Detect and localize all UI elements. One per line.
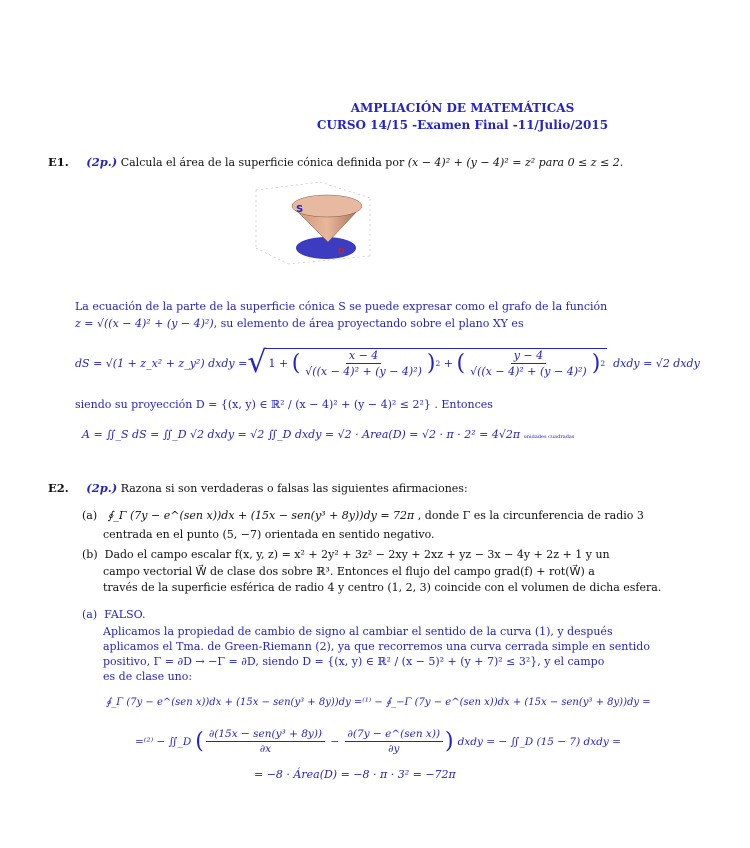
ds-rhs-end: dxdy = √2 dxdy: [613, 356, 700, 370]
e1-statement-line: [48, 155, 623, 169]
big-root-symbol: √: [247, 345, 267, 380]
e1-points: (2p.): [86, 155, 118, 169]
e2-eq3: = −8 · Área(D) = −8 · π · 3² = −72π: [254, 768, 456, 781]
e1-projection-line: siendo su proyección D = {(x, y) ∈ ℝ² / (x − 4)² + (y − 4)² ≤ 2²} . Entonces: [75, 398, 493, 411]
e2-item-a-line2: centrada en el punto (5, −7) orientada en sentido negativo.: [103, 528, 435, 541]
e2-sol-verdict-line: (a) FALSO.: [82, 608, 146, 621]
e1-equation: (x − 4)² + (y − 4)² = z² para 0 ≤ z ≤ 2.: [407, 156, 624, 169]
e2-statement: Razona si son verdaderas o falsas las siguientes afirmaciones:: [120, 482, 468, 495]
e2-item-a-line1: (a) ∮_Γ (7y − e^(sen x))dx + (15x − sen(y³ + 8y))dy = 72π , donde Γ es la circunferencia de radio 3: [82, 509, 644, 522]
cone-figure-svg: [248, 178, 378, 268]
e2-eq2: =⁽²⁾ − ∬_D ( $\frac{\text{∂(15x − sen(y³ + 8y))}}{\partial x}$ − $\frac{\text{∂(7y − e\textasciicircum{}(sen x))}}{\partial y}$ ) dxdy = − ∬_D (15 − 7) dxdy =: [135, 728, 621, 755]
ds-lhs: dS = √(1 + z_x² + z_y²) dxdy =: [75, 356, 248, 370]
e2-sol-p4: es de clase uno:: [103, 670, 193, 683]
e1-statement: Calcula el área de la superficie cónica definida por: [120, 156, 405, 169]
e1-sol-line1: La ecuación de la parte de la superficie cónica S se puede expresar como el grafo de la función: [75, 300, 608, 313]
e2-statement-line: [48, 481, 468, 495]
e2-points: (2p.): [86, 481, 118, 495]
e1-area-line: A = ∬_S dS = ∬_D √2 dxdy = √2 ∬_D dxdy = √2 · Area(D) = √2 · π · 2² = 4√2π unidades cuadradas: [82, 428, 575, 441]
cone-figure: [248, 178, 378, 268]
e2-label: E2.: [48, 481, 69, 495]
e2-a-integral: ∮_Γ (7y − e^(sen x))dx + (15x − sen(y³ + 8y))dy = 72π: [107, 509, 415, 522]
label-S: S: [296, 204, 304, 215]
e2-sol-p2: aplicamos el Tma. de Green-Riemann (2), ya que recorremos una curva cerrada simple en sentido: [103, 640, 650, 653]
units-label: unidades cuadradas: [523, 434, 575, 440]
ds-formula: [75, 342, 700, 384]
e2-sol-verdict: FALSO.: [104, 608, 146, 621]
e1-label: E1.: [48, 155, 69, 169]
e2-sol-p1: Aplicamos la propiedad de cambio de signo al cambiar el sentido de la curva (1), y después: [103, 625, 613, 638]
e1-sol-line2: z = √((x − 4)² + (y − 4)²), su elemento de área proyectando sobre el plano XY es: [75, 317, 524, 330]
e2-item-b-line1: (b) Dado el campo escalar f(x, y, z) = x² + 2y² + 3z² − 2xy + 2xz + yz − 3x − 4y + 2z + 1 y un: [82, 548, 610, 561]
e2-sol-p3: positivo, Γ = ∂D → −Γ = ∂D, siendo D = {(x, y) ∈ ℝ² / (x − 5)² + (y + 7)² ≤ 3²}, y el campo: [103, 655, 605, 668]
exam-course-title: CURSO 14/15 -Examen Final -11/Julio/2015: [316, 118, 609, 132]
label-D: D: [338, 247, 345, 256]
big-root-body: 1 + ( $\frac{x - 4}{\text{√((x − 4)² + (y − 4)²)}}$ ) 2 + ( $\frac{y - 4}{\text{√((x − 4)² + (y − 4)²)}}$ ) 2: [268, 349, 606, 378]
e2-item-b-line3: través de la superficie esférica de radio 4 y centro (1, 2, 3) coincide con el volumen de dicha esfera.: [103, 581, 662, 594]
e2-eq1: ∮_Γ (7y − e^(sen x))dx + (15x − sen(y³ + 8y))dy =⁽¹⁾ − ∮_−Γ (7y − e^(sen x))dx + (15x − sen(y³ + 8y))dy =: [106, 697, 651, 708]
e2-item-b-line2: campo vectorial W⃗ de clase dos sobre ℝ³. Entonces el flujo del campo grad(f) + rot(W⃗) a: [103, 565, 595, 578]
exam-subject-title: AMPLIACIÓN DE MATEMÁTICAS: [350, 101, 575, 115]
